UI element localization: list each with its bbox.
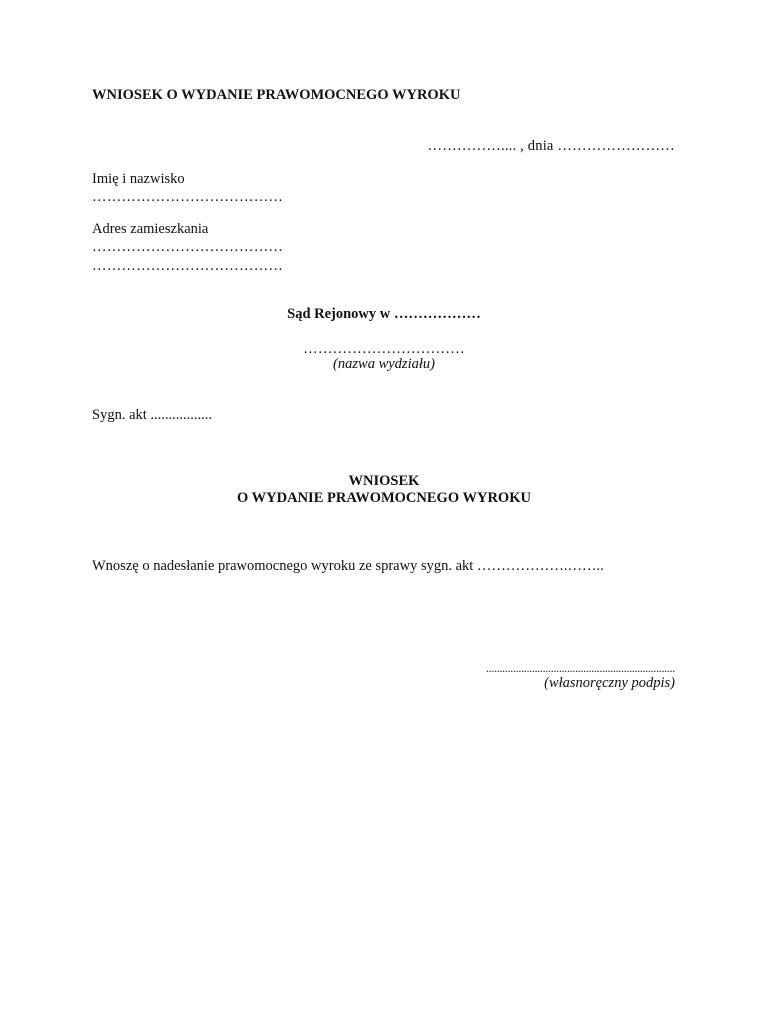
name-label: Imię i nazwisko [92, 171, 185, 187]
request-body-text: Wnoszę o nadesłanie prawomocnego wyroku ze sprawy sygn. akt ……………….…….. [92, 558, 604, 574]
request-title-line-1: WNIOSEK [348, 473, 420, 489]
case-reference-line: Sygn. akt ................. [92, 407, 213, 423]
court-line: Sąd Rejonowy w ……………… [287, 306, 481, 322]
court-department-dots: …………………………… [303, 341, 465, 357]
signature-caption: (własnoręczny podpis) [544, 675, 675, 691]
address-dots-field-2: ………………………………… [92, 258, 284, 274]
document-header-title: WNIOSEK O WYDANIE PRAWOMOCNEGO WYROKU [92, 87, 461, 103]
signature-dots: ...................................................................... [485, 661, 675, 675]
name-dots-field: ………………………………… [92, 189, 284, 205]
address-label: Adres zamieszkania [92, 221, 209, 237]
court-department-caption: (nazwa wydziału) [333, 356, 435, 372]
place-date-line: …………….... , dnia …………………… [427, 138, 675, 154]
request-title-line-2: O WYDANIE PRAWOMOCNEGO WYROKU [237, 490, 531, 506]
address-dots-field-1: ………………………………… [92, 239, 284, 255]
